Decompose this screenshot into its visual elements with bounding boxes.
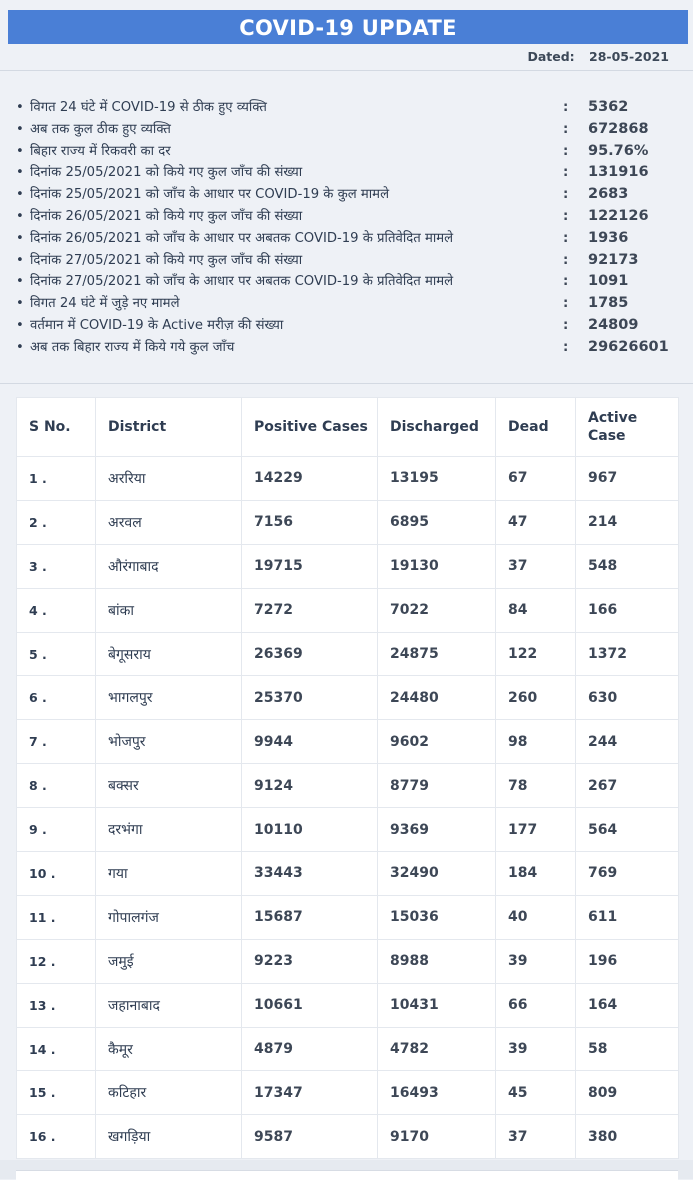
cell-active-case: 214 xyxy=(576,500,679,544)
table-row xyxy=(17,1027,679,1071)
summary-label-text: वर्तमान में COVID-19 के Active मरीज़ की संख्या xyxy=(29,317,284,333)
cell-discharged: 19130 xyxy=(378,544,496,588)
summary-item xyxy=(16,206,686,228)
table-row xyxy=(17,1071,679,1115)
summary-label xyxy=(16,293,180,315)
header-discharged: Discharged xyxy=(378,398,496,457)
cell-dead: 67 xyxy=(496,457,576,501)
summary-value: 1785 xyxy=(588,295,629,312)
cell-discharged: 9369 xyxy=(378,808,496,852)
summary-value: 5362 xyxy=(588,99,629,115)
bullet-icon: • xyxy=(16,230,24,246)
cell-active-case: 611 xyxy=(576,895,679,939)
cell-active-case: 809 xyxy=(576,1071,679,1115)
cell-dead: 39 xyxy=(496,1027,576,1071)
cell-district: जमुई xyxy=(96,939,242,983)
cell-positive-cases: 17347 xyxy=(242,1071,378,1115)
table-row xyxy=(17,720,679,764)
summary-value: 122126 xyxy=(588,207,649,224)
summary-label xyxy=(16,162,302,184)
summary-item xyxy=(16,271,686,293)
cell-positive-cases: 33443 xyxy=(242,852,378,896)
cell-dead: 84 xyxy=(496,588,576,632)
header-active-case: Active Case xyxy=(576,398,679,457)
district-table-container xyxy=(16,397,678,1159)
summary-label xyxy=(16,315,283,337)
summary-colon: : xyxy=(563,317,569,333)
cell-sno: 1 . xyxy=(17,457,96,501)
cell-district: बक्सर xyxy=(96,764,242,808)
cell-sno: 12 . xyxy=(17,939,96,983)
summary-value: 92173 xyxy=(588,251,639,268)
summary-colon: : xyxy=(563,187,569,203)
table-row xyxy=(17,1115,679,1159)
bullet-icon: • xyxy=(16,296,24,312)
summary-item xyxy=(16,119,686,141)
cell-district: अररिया xyxy=(96,457,242,501)
cell-sno: 10 . xyxy=(17,852,96,896)
summary-label-text: दिनांक 27/05/2021 को किये गए कुल जाँच की संख्या xyxy=(29,252,303,268)
cell-district: बेगूसराय xyxy=(96,632,242,676)
summary-value: 29626601 xyxy=(588,338,669,355)
table-row xyxy=(17,632,679,676)
cell-dead: 66 xyxy=(496,983,576,1027)
cell-sno: 2 . xyxy=(17,500,96,544)
summary-label-text: दिनांक 27/05/2021 को जाँच के आधार पर अबतक COVID-19 के प्रतिवेदित मामले xyxy=(29,274,454,290)
dated-label: Dated: xyxy=(527,49,575,64)
summary-label xyxy=(16,228,453,250)
dated-value: 28-05-2021 xyxy=(589,49,669,64)
cell-active-case: 166 xyxy=(576,588,679,632)
cell-positive-cases: 15687 xyxy=(242,895,378,939)
bullet-icon: • xyxy=(16,317,24,333)
header-divider xyxy=(0,70,693,71)
cell-dead: 78 xyxy=(496,764,576,808)
cell-active-case: 1372 xyxy=(576,632,679,676)
cell-dead: 37 xyxy=(496,1115,576,1159)
summary-colon: : xyxy=(563,165,569,181)
cell-district: भागलपुर xyxy=(96,676,242,720)
cell-sno: 3 . xyxy=(17,544,96,588)
cell-dead: 45 xyxy=(496,1071,576,1115)
summary-label xyxy=(16,119,171,141)
cell-discharged: 24875 xyxy=(378,632,496,676)
cell-district: कैमूर xyxy=(96,1027,242,1071)
summary-colon: : xyxy=(563,143,569,159)
cell-discharged: 10431 xyxy=(378,983,496,1027)
cell-positive-cases: 19715 xyxy=(242,544,378,588)
cell-positive-cases: 25370 xyxy=(242,676,378,720)
table-row xyxy=(17,588,679,632)
cell-discharged: 7022 xyxy=(378,588,496,632)
cell-positive-cases: 14229 xyxy=(242,457,378,501)
cell-sno: 5 . xyxy=(17,632,96,676)
bullet-icon: • xyxy=(16,100,24,115)
summary-item xyxy=(16,337,686,359)
summary-label xyxy=(16,271,453,293)
bullet-icon: • xyxy=(16,165,24,181)
summary-label-text: अब तक बिहार राज्य में किये गये कुल जाँच xyxy=(29,339,235,355)
summary-value: 2683 xyxy=(588,186,629,203)
cell-discharged: 8779 xyxy=(378,764,496,808)
summary-value: 24809 xyxy=(588,316,639,333)
bullet-icon: • xyxy=(16,121,24,137)
bullet-icon: • xyxy=(16,339,24,355)
cell-active-case: 548 xyxy=(576,544,679,588)
cell-sno: 16 . xyxy=(17,1115,96,1159)
cell-sno: 7 . xyxy=(17,720,96,764)
district-table xyxy=(16,397,679,1159)
cell-dead: 98 xyxy=(496,720,576,764)
cell-discharged: 16493 xyxy=(378,1071,496,1115)
cell-discharged: 9170 xyxy=(378,1115,496,1159)
cell-district: खगड़िया xyxy=(96,1115,242,1159)
cell-active-case: 58 xyxy=(576,1027,679,1071)
cell-active-case: 196 xyxy=(576,939,679,983)
summary-label-text: दिनांक 25/05/2021 को जाँच के आधार पर COVID-19 के कुल मामले xyxy=(29,187,390,203)
cell-district: औरंगाबाद xyxy=(96,544,242,588)
summary-label xyxy=(16,184,389,206)
cell-dead: 260 xyxy=(496,676,576,720)
cell-positive-cases: 4879 xyxy=(242,1027,378,1071)
summary-item xyxy=(16,162,686,184)
summary-item xyxy=(16,250,686,272)
summary-label-text: दिनांक 25/05/2021 को किये गए कुल जाँच की संख्या xyxy=(29,165,303,181)
cell-positive-cases: 26369 xyxy=(242,632,378,676)
summary-value: 95.76% xyxy=(588,142,649,159)
cell-sno: 15 . xyxy=(17,1071,96,1115)
cell-positive-cases: 9124 xyxy=(242,764,378,808)
cell-active-case: 267 xyxy=(576,764,679,808)
cell-active-case: 380 xyxy=(576,1115,679,1159)
summary-colon: : xyxy=(563,208,569,224)
table-row xyxy=(17,676,679,720)
summary-list xyxy=(16,97,686,359)
header-district: District xyxy=(96,398,242,457)
cell-positive-cases: 7272 xyxy=(242,588,378,632)
cell-sno: 11 . xyxy=(17,895,96,939)
summary-colon: : xyxy=(563,121,569,137)
cell-district: गोपालगंज xyxy=(96,895,242,939)
bullet-icon: • xyxy=(16,143,24,159)
summary-label-text: दिनांक 26/05/2021 को किये गए कुल जाँच की संख्या xyxy=(29,208,303,224)
cell-district: बांका xyxy=(96,588,242,632)
bullet-icon: • xyxy=(16,187,24,203)
summary-divider xyxy=(0,383,693,384)
cell-active-case: 769 xyxy=(576,852,679,896)
cell-sno: 13 . xyxy=(17,983,96,1027)
summary-item xyxy=(16,293,686,315)
cell-positive-cases: 9587 xyxy=(242,1115,378,1159)
cell-discharged: 13195 xyxy=(378,457,496,501)
cell-discharged: 8988 xyxy=(378,939,496,983)
summary-label-text: विगत 24 घंटे में COVID-19 से ठीक हुए व्यक्ति xyxy=(29,100,267,115)
bullet-icon: • xyxy=(16,208,24,224)
cell-positive-cases: 10110 xyxy=(242,808,378,852)
dated-line xyxy=(527,49,669,64)
table-row xyxy=(17,457,679,501)
summary-label xyxy=(16,250,302,272)
table-row xyxy=(17,500,679,544)
cell-district: दरभंगा xyxy=(96,808,242,852)
summary-item xyxy=(16,141,686,163)
cell-sno: 6 . xyxy=(17,676,96,720)
cell-active-case: 244 xyxy=(576,720,679,764)
cell-discharged: 32490 xyxy=(378,852,496,896)
table-row xyxy=(17,808,679,852)
cell-district: भोजपुर xyxy=(96,720,242,764)
cell-dead: 177 xyxy=(496,808,576,852)
summary-label xyxy=(16,97,267,119)
table-row xyxy=(17,544,679,588)
summary-value: 672868 xyxy=(588,120,649,137)
summary-item xyxy=(16,184,686,206)
summary-item xyxy=(16,97,686,119)
summary-colon: : xyxy=(563,252,569,268)
summary-label-text: अब तक कुल ठीक हुए व्यक्ति xyxy=(29,121,171,137)
summary-colon: : xyxy=(563,274,569,290)
cell-dead: 40 xyxy=(496,895,576,939)
cell-dead: 39 xyxy=(496,939,576,983)
summary-colon: : xyxy=(563,296,569,312)
summary-colon: : xyxy=(563,230,569,246)
summary-label-text: दिनांक 26/05/2021 को जाँच के आधार पर अबतक COVID-19 के प्रतिवेदित मामले xyxy=(29,230,454,246)
cell-sno: 8 . xyxy=(17,764,96,808)
summary-colon: : xyxy=(563,339,569,355)
header-positive-cases: Positive Cases xyxy=(242,398,378,457)
summary-item xyxy=(16,315,686,337)
table-row xyxy=(17,852,679,896)
summary-value: 1091 xyxy=(588,273,629,290)
table-row xyxy=(17,983,679,1027)
cell-sno: 4 . xyxy=(17,588,96,632)
summary-label xyxy=(16,206,302,228)
cell-discharged: 4782 xyxy=(378,1027,496,1071)
bullet-icon: • xyxy=(16,274,24,290)
cell-discharged: 6895 xyxy=(378,500,496,544)
table-row xyxy=(17,895,679,939)
cell-discharged: 9602 xyxy=(378,720,496,764)
cell-discharged: 15036 xyxy=(378,895,496,939)
cell-dead: 47 xyxy=(496,500,576,544)
cell-dead: 37 xyxy=(496,544,576,588)
summary-label-text: बिहार राज्य में रिकवरी का दर xyxy=(29,143,171,159)
header-sno: S No. xyxy=(17,398,96,457)
table-header-row xyxy=(17,398,679,457)
cell-active-case: 630 xyxy=(576,676,679,720)
page-title: COVID-19 UPDATE xyxy=(8,10,688,44)
table-row xyxy=(17,764,679,808)
summary-value: 1936 xyxy=(588,229,629,246)
cell-active-case: 564 xyxy=(576,808,679,852)
cell-positive-cases: 9944 xyxy=(242,720,378,764)
cell-discharged: 24480 xyxy=(378,676,496,720)
summary-value: 131916 xyxy=(588,164,649,181)
summary-label xyxy=(16,141,171,163)
summary-label-text: विगत 24 घंटे में जुड़े नए मामले xyxy=(29,296,180,312)
summary-item xyxy=(16,228,686,250)
cell-dead: 122 xyxy=(496,632,576,676)
cell-positive-cases: 9223 xyxy=(242,939,378,983)
cell-dead: 184 xyxy=(496,852,576,896)
cell-sno: 9 . xyxy=(17,808,96,852)
cell-positive-cases: 7156 xyxy=(242,500,378,544)
cell-district: कटिहार xyxy=(96,1071,242,1115)
cell-district: जहानाबाद xyxy=(96,983,242,1027)
cell-active-case: 967 xyxy=(576,457,679,501)
cell-district: अरवल xyxy=(96,500,242,544)
cell-positive-cases: 10661 xyxy=(242,983,378,1027)
bullet-icon: • xyxy=(16,252,24,268)
table-row xyxy=(17,939,679,983)
cell-sno: 14 . xyxy=(17,1027,96,1071)
cell-active-case: 164 xyxy=(576,983,679,1027)
cell-district: गया xyxy=(96,852,242,896)
summary-label xyxy=(16,337,234,359)
summary-colon: : xyxy=(563,100,569,115)
header-dead: Dead xyxy=(496,398,576,457)
